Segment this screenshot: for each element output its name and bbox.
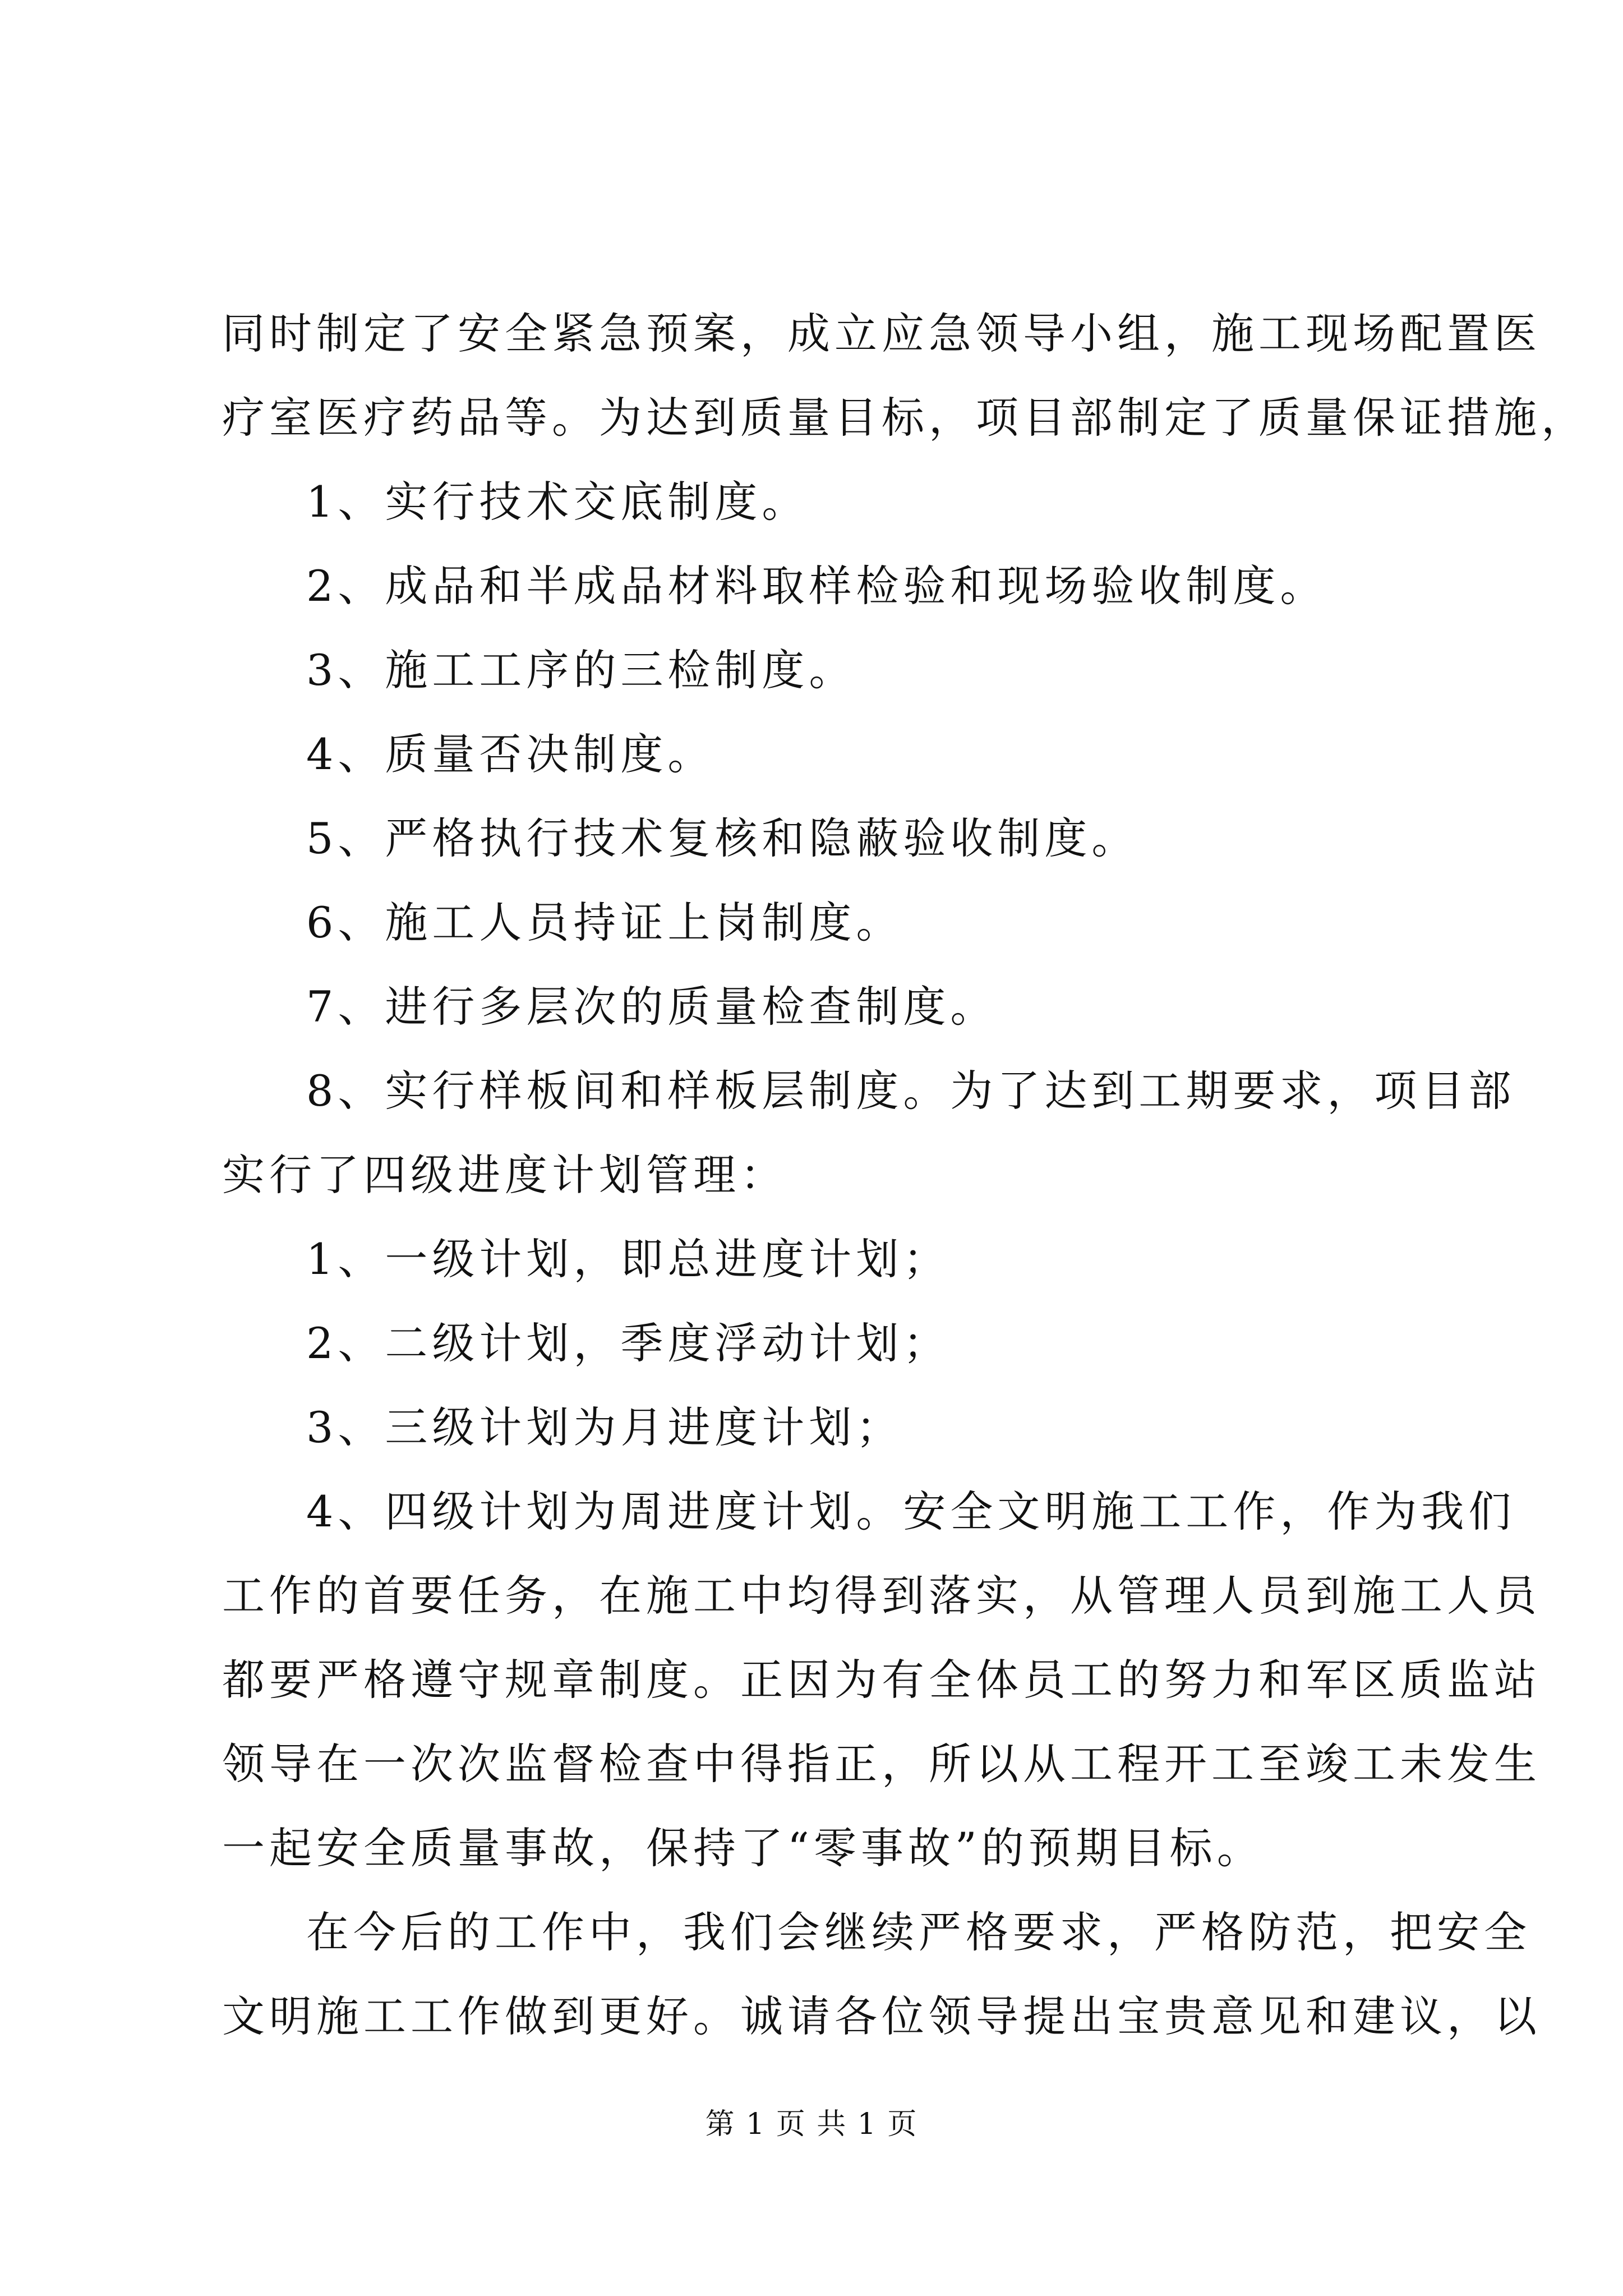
list-item: 7、进行多层次的质量检查制度。 <box>306 982 998 1032</box>
paragraph-line: 实行了四级进度计划管理： <box>222 1150 787 1200</box>
paragraph-line: 疗室医疗药品等。为达到质量目标，项目部制定了质量保证措施， <box>222 393 1588 443</box>
list-item: 2、二级计划，季度浮动计划； <box>306 1318 951 1368</box>
list-item: 4、质量否决制度。 <box>306 729 715 779</box>
list-item: 8、实行样板间和样板层制度。为了达到工期要求，项目部 <box>306 1066 1516 1116</box>
paragraph-line: 工作的首要任务，在施工中均得到落实，从管理人员到施工人员 <box>222 1571 1541 1621</box>
list-item: 2、成品和半成品材料取样检验和现场验收制度。 <box>306 561 1327 611</box>
page-footer: 第 1 页 共 1 页 <box>705 2108 918 2141</box>
list-item: 3、三级计划为月进度计划； <box>306 1402 903 1452</box>
paragraph-line: 一起安全质量事故，保持了“零事故”的预期目标。 <box>222 1823 1264 1873</box>
paragraph-line: 在今后的工作中，我们会继续严格要求，严格防范，把安全 <box>306 1907 1531 1957</box>
paragraph-line: 领导在一次次监督检查中得指正，所以从工程开工至竣工未发生 <box>222 1739 1541 1789</box>
list-item: 4、四级计划为周进度计划。安全文明施工工作，作为我们 <box>306 1487 1516 1536</box>
list-item: 3、施工工序的三检制度。 <box>306 645 856 695</box>
paragraph-line: 都要严格遵守规章制度。正因为有全体员工的努力和军区质监站 <box>222 1655 1541 1705</box>
list-item: 6、施工人员持证上岗制度。 <box>306 898 903 947</box>
list-item: 1、一级计划，即总进度计划； <box>306 1234 951 1284</box>
list-item: 1、实行技术交底制度。 <box>306 477 809 527</box>
paragraph-line: 文明施工工作做到更好。诚请各位领导提出宝贵意见和建议，以 <box>222 1991 1541 2041</box>
list-item: 5、严格执行技术复核和隐蔽验收制度。 <box>306 813 1139 863</box>
paragraph-line: 同时制定了安全紧急预案，成立应急领导小组，施工现场配置医 <box>222 309 1541 358</box>
